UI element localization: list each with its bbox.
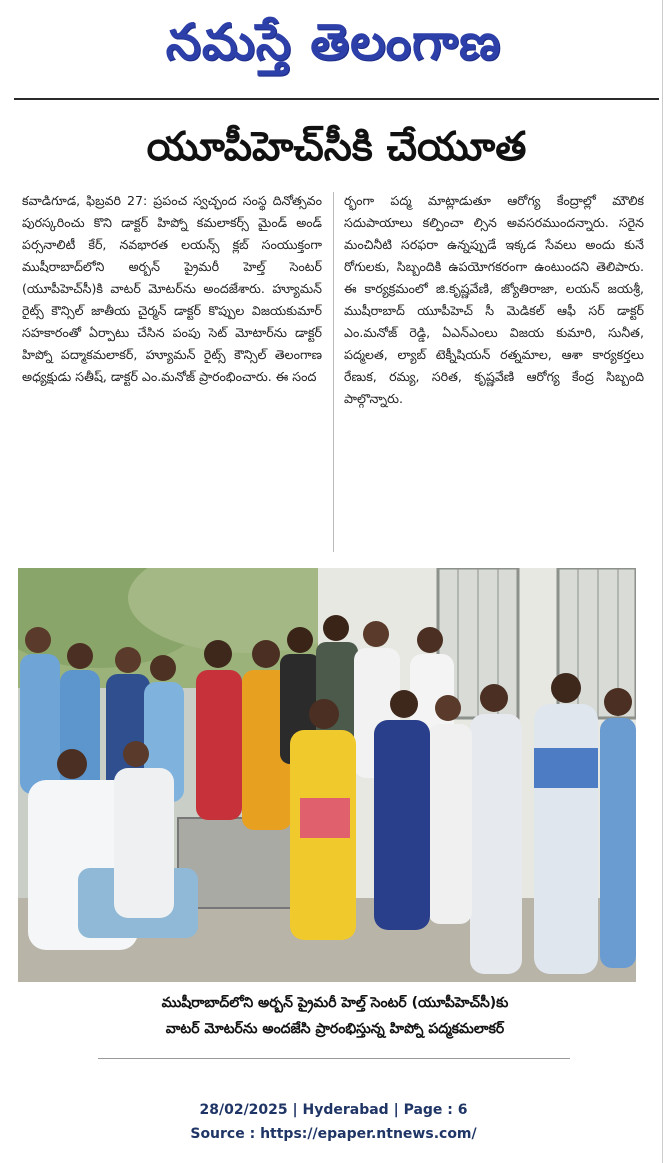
- footer-source: Source : https://epaper.ntnews.com/: [190, 1126, 477, 1142]
- article-column-2: ర్భంగా పద్మ మాట్లాడుతూ ఆరోగ్య కేంద్రాల్లో మౌలిక సదుపాయాలు కల్పించా ల్సిన అవసరముందన్నారు. సరైన మంచినీటి సరఫరా ఉన్నప్పుడే ఇక్కడ సేవలు అందు కునే రోగులకు, సిబ్బందికి ఉపయోగకరంగా ఉంటుందని తెలిపారు. ఈ కార్యక్రమంలో జి.కృష్ణవేణి, జ్యోతిరాజా, లయన్ జయశ్రీ, ముషీరాబాద్ యూపీహెచ్ సీ మెడికల్ ఆఫీ సర్ డాక్టర్ ఎం.మనోజ్ రెడ్డి, ఏఎన్ఎంలు విజయ కుమారి, సునీత, పద్మలత, ల్యాబ్ టెక్నీషియన్ రత్నమాల, ఆశా కార్యకర్తలు రేణుక, రమ్య, సరిత, కృష్ణవేణి ఆరోగ్య కేంద్ర సిబ్బంది పాల్గొన్నారు.: [344, 193, 644, 406]
- article-column-1: కవాడిగూడ, ఫిబ్రవరి 27: ప్రపంచ స్వచ్ఛంద సంస్థ దినోత్సవం పురస్కరించు కొని డాక్టర్ హిప్నో కమలాకర్స్ మైండ్ అండ్ పర్సనాలిటీ కేర్, నవభారత లయన్స్ క్లబ్ సంయుక్తంగా ముషీరాబాద్‌లోని అర్బన్ ప్రైమరీ హెల్త్ సెంటర్ (యూపీహెచ్‌సీ)కి వాటర్ మోటర్‌ను అందజేశారు. హ్యూమన్ రైట్స్ కౌన్సిల్ జాతీయ చైర్మన్ డాక్టర్ కొప్పుల విజయకుమార్ సహకారంతో ఏర్పాటు చేసిన పంపు సెట్ మోటార్‌ను డాక్టర్ హిప్నో పద్మాకమలాకర్, హ్యూమన్ రైట్స్ కౌన్సిల్ తెలంగాణ అధ్యక్షుడు సతీష్, డాక్టర్ ఎం.మనోజ్ ప్రారంభించారు. ఈ సంద: [22, 193, 322, 384]
- headline-top-rule: [14, 98, 659, 100]
- footer-date-page: 28/02/2025 | Hyderabad | Page : 6: [199, 1102, 468, 1118]
- article-headline: యూపీహెచ్‌సీకి చేయూత: [146, 124, 527, 170]
- masthead-logo: నమస్తే తెలంగాణ: [165, 12, 502, 71]
- photo-caption-line-2: వాటర్ మోటర్‌ను అందజేసి ప్రారంభిస్తున్న హిప్నో పద్మకమలాకర్: [165, 1021, 505, 1037]
- page-edge-line: [662, 0, 663, 1163]
- page-footer: [0, 1098, 667, 1146]
- caption-bottom-rule: [98, 1058, 570, 1059]
- photo-caption-line-1: ముషీరాబాద్‌లోని అర్బన్ ప్రైమరీ హెల్త్ సెంటర్ (యూపీహెచ్‌సీ)కు: [161, 995, 509, 1011]
- column-divider: [333, 192, 334, 552]
- photo-caption: [90, 990, 580, 1042]
- article-photo: [18, 568, 636, 982]
- group-photo-illustration: [18, 568, 636, 982]
- newspaper-masthead: [0, 6, 667, 82]
